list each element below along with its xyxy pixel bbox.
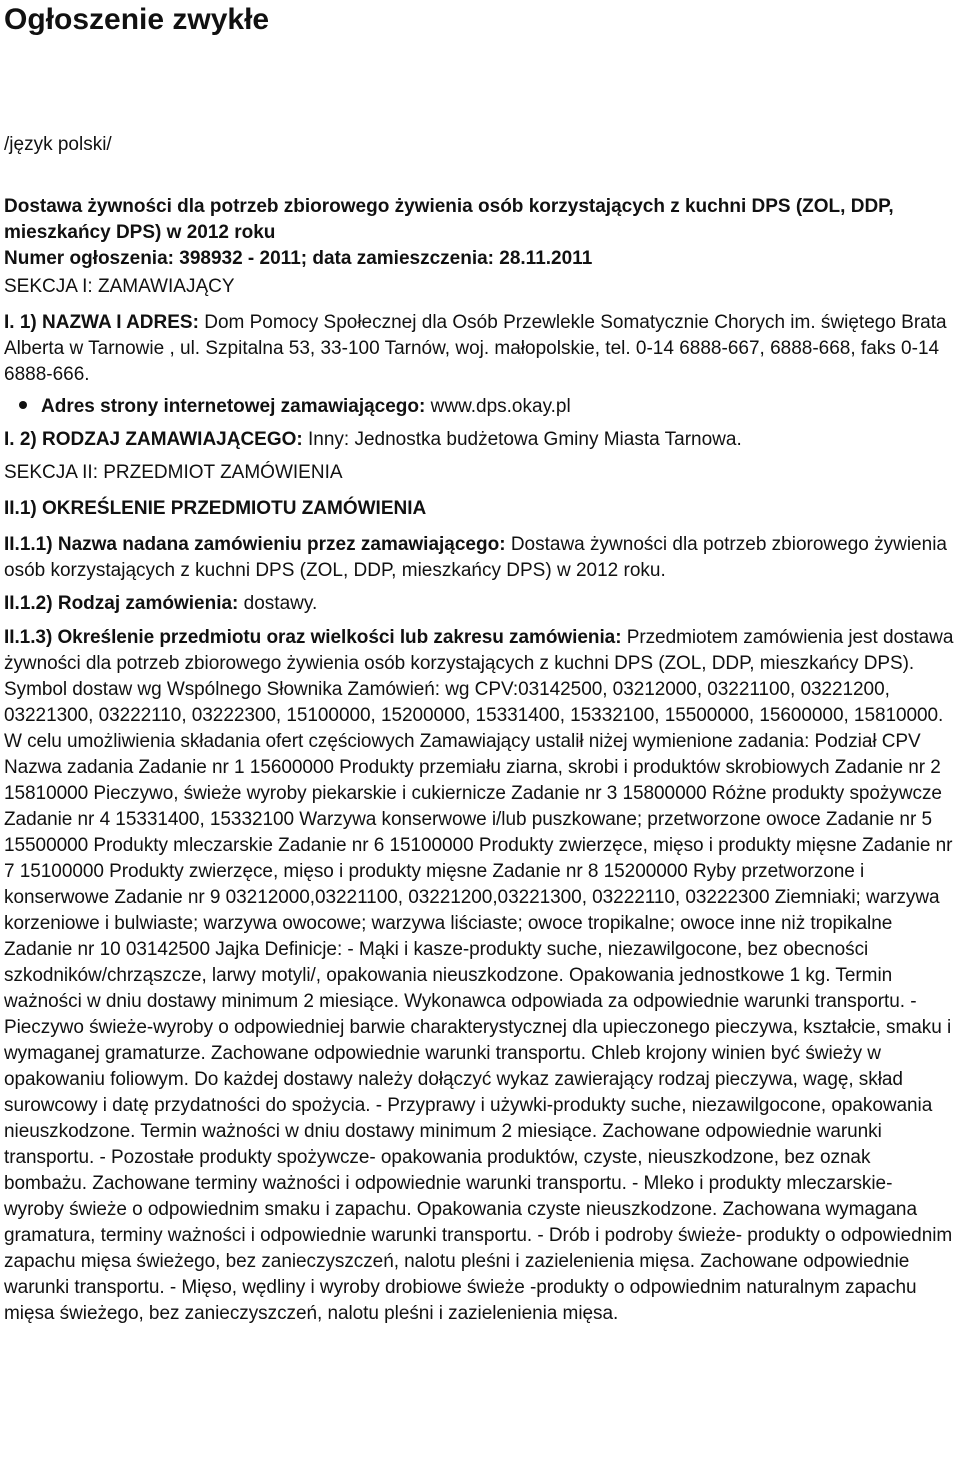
contracting-authority-address [4,310,956,388]
subject-definition-heading: II.1) OKREŚLENIE PRZEDMIOTU ZAMÓWIENIA [4,498,427,519]
notice-header [4,194,956,300]
authority-type-value: Inny: Jednostka budżetowa Gminy Miasta Tarnowa. [302,429,742,450]
website-row [4,394,956,420]
page-title: Ogłoszenie zwykłe [4,3,270,36]
address-value: Dom Pomocy Społecznej dla Osób Przewlekle Somatycznie Chorych im. świętego Brata Alberta w Tarnowie , ul. Szpitalna 53, 33-100 Tarnów, woj. małopolskie, tel. 0-14 6888-667, 6888-668, faks 0-14 6888-666. [4,312,947,385]
order-scope [4,625,956,1327]
order-scope-label: II.1.3) Określenie przedmiotu oraz wielkości lub zakresu zamówienia: [4,627,622,648]
address-label: I. 1) NAZWA I ADRES: [4,312,199,333]
website-link[interactable]: www.dps.okay.pl [425,396,571,417]
language-label: /język polski/ [4,134,112,155]
order-name-value: Dostawa żywności dla potrzeb zbiorowego żywienia osób korzystających z kuchni DPS (ZOL, DDP, mieszkańcy DPS) w 2012 roku. [4,534,947,581]
order-kind-value: dostawy. [238,593,318,614]
website-label: Adres strony internetowej zamawiającego: [41,396,426,417]
notice-subject: Dostawa żywności dla potrzeb zbiorowego żywienia osób korzystających z kuchni DPS (ZOL, DDP, mieszkańcy DPS) w 2012 roku [4,196,894,243]
authority-type [4,427,956,453]
order-name [4,532,956,584]
notice-number: Numer ogłoszenia: 398932 - 2011; data zamieszczenia: 28.11.2011 [4,248,593,269]
section-ii-heading: SEKCJA II: PRZEDMIOT ZAMÓWIENIA [4,462,343,483]
section-i-heading: SEKCJA I: ZAMAWIAJĄCY [4,276,235,297]
order-kind-label: II.1.2) Rodzaj zamówienia: [4,593,239,614]
order-scope-value: Przedmiotem zamówienia jest dostawa żywności dla potrzeb zbiorowego żywienia osób korzystających z kuchni DPS (ZOL, DDP, mieszkańcy DPS). Symbol dostaw wg Wspólnego Słownika Zamówień: wg CPV:03142500, 03212000, 03221100, 03221200, 03221300, 03222110, 03222300, 15100000, 15200000, 15331400, 15332100, 15500000, 15600000, 15810000. W celu umożliwienia składania ofert częściowych Zamawiający ustalił niżej wymienione zadania: Podział CPV Nazwa zadania Zadanie nr 1 15600000 Produkty przemiału ziarna, skrobi i produktów skrobiowych Zadanie nr 2 15810000 Pieczywo, świeże wyroby piekarskie i cukiernicze Zadanie nr 3 15800000 Różne produkty spożywcze Zadanie nr 4 15331400, 15332100 Warzywa konserwowe i/lub puszkowane; przetworzone owoce Zadanie nr 5 15500000 Produkty mleczarskie Zadanie nr 6 15100000 Produkty zwierzęce, mięso i produkty mięsne Zadanie nr 7 15100000 Produkty zwierzęce, mięso i produkty mięsne Zadanie nr 8 15200000 Ryby przetworzone i konserwowe Zadanie nr 9 03212000,03221100, 03221200,03221300, 03222110, 03222300 Ziemniaki; warzywa korzeniowe i bulwiaste; warzywa owocowe; warzywa liściaste; owoce tropikalne; owoce inne niż tropikalne Zadanie nr 10 03142500 Jajka Definicje: - Mąki i kasze-produkty suche, niezawilgocone, bez obecności szkodników/chrząszcze, larwy motyli/, opakowania nieuszkodzone. Opakowania jednostkowe 1 kg. Termin ważności w dniu dostawy minimum 2 miesiące. Wykonawca odpowiada za odpowiednie warunki transportu. - Pieczywo świeże-wyroby o odpowiedniej barwie charakterystycznej dla upieczonego pieczywa, kształcie, smaku i wymaganej gramaturze. Zachowane odpowiednie warunki transportu. Chleb krojony winien być świeży w opakowaniu foliowym. Do każdej dostawy należy dołączyć wykaz zawierający rodzaj pieczywa, wagę, skład surowcowy i datę przydatności do spożycia. - Przyprawy i używki-produkty suche, niezawilgocone, opakowania nieuszkodzone. Termin ważności w dniu dostawy minimum 2 miesiące. Zachowane odpowiednie warunki transportu. - Pozostałe produkty spożywcze- opakowania produktów, czyste, nieuszkodzone, bez oznak bombażu. Zachowane terminy ważności i odpowiednie warunki transportu. - Mleko i produkty mleczarskie- wyroby świeże o odpowiednim smaku i zapachu. Opakowania czyste nieuszkodzone. Zachowana wymagana gramatura, terminy ważności i odpowiednie warunki transportu. - Drób i podroby świeże- produkty o odpowiednim zapachu mięsa świeżego, bez zanieczyszczeń, nalotu pleśni i zazielenienia mięsa. Zachowane odpowiednie warunki transportu. - Mięso, wędliny i wyroby drobiowe świeże -produkty o odpowiednim naturalnym zapachu mięsa świeżego, bez zanieczyszczeń, nalotu pleśni i zazielenienia mięsa. [4,627,954,1324]
bullet-icon [19,401,27,409]
authority-type-label: I. 2) RODZAJ ZAMAWIAJĄCEGO: [4,429,303,450]
order-name-label: II.1.1) Nazwa nadana zamówieniu przez zamawiającego: [4,534,506,555]
order-kind [4,591,956,617]
